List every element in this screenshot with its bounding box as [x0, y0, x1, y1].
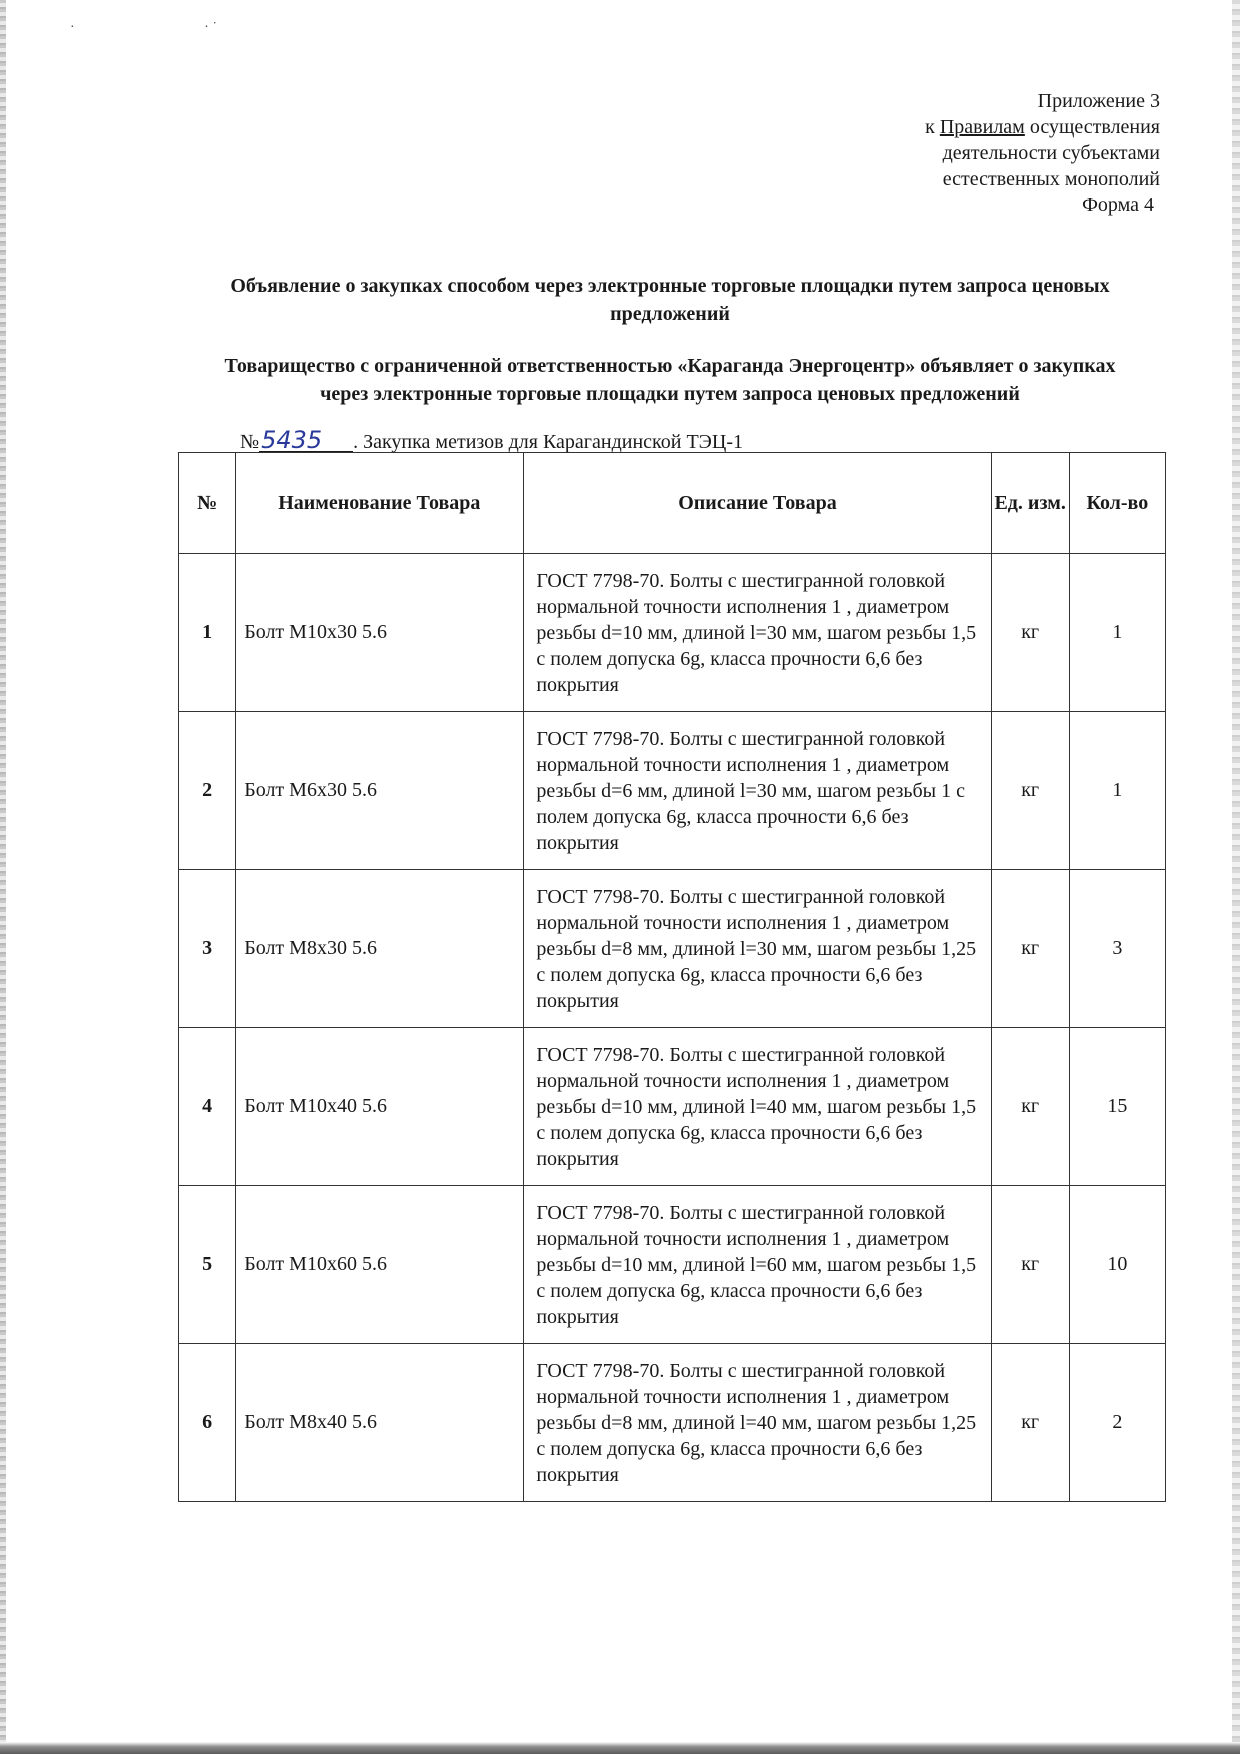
appendix-line-3: деятельности субъектами	[942, 142, 1160, 164]
rules-link[interactable]: Правилам	[939, 116, 1025, 138]
header-name: Наименование Товара	[236, 453, 524, 554]
row-desc: ГОСТ 7798-70. Болты с шестигранной головкой нормальной точности исполнения 1 , диаметром резьбы d=10 мм, длиной l=40 мм, шагом резьбы 1,5 с полем допуска 6g, класса прочности 6,6 без покрытия	[524, 1028, 991, 1186]
table-row	[179, 1344, 1166, 1502]
row-unit: кг	[991, 712, 1069, 870]
table-header-row	[179, 453, 1166, 554]
scan-edge-left	[0, 0, 6, 1754]
announcement-title: Объявление о закупках способом через электронные торговые площадки путем запроса ценовых предложений	[230, 275, 1110, 325]
header-desc: Описание Товара	[524, 453, 991, 554]
appendix-line-2	[760, 114, 1160, 140]
table-row	[179, 870, 1166, 1028]
appendix-line-4: естественных монополий	[942, 168, 1160, 190]
header-num: №	[179, 453, 236, 554]
procurement-text: . Закупка метизов для Карагандинской ТЭЦ-1	[353, 431, 743, 453]
row-num: 1	[179, 554, 236, 712]
procurement-number-handwritten: 5435	[259, 429, 353, 452]
row-num: 5	[179, 1186, 236, 1344]
row-unit: кг	[991, 870, 1069, 1028]
scan-specks: · · ˙	[70, 20, 217, 35]
row-name: Болт М10х40 5.6	[236, 1028, 524, 1186]
row-unit: кг	[991, 1344, 1069, 1502]
row-qty: 1	[1069, 712, 1165, 870]
appendix-line-2-suffix: осуществления	[1024, 116, 1160, 138]
row-num: 6	[179, 1344, 236, 1502]
row-qty: 3	[1069, 870, 1165, 1028]
number-sign: №	[240, 431, 260, 453]
scan-edge-bottom	[0, 1742, 1240, 1754]
row-unit: кг	[991, 1186, 1069, 1344]
row-desc: ГОСТ 7798-70. Болты с шестигранной головкой нормальной точности исполнения 1 , диаметром резьбы d=6 мм, длиной l=30 мм, шагом резьбы 1 с полем допуска 6g, класса прочности 6,6 без покрытия	[524, 712, 991, 870]
appendix-line-2-prefix: к	[925, 116, 940, 138]
row-qty: 15	[1069, 1028, 1165, 1186]
row-desc: ГОСТ 7798-70. Болты с шестигранной головкой нормальной точности исполнения 1 , диаметром резьбы d=10 мм, длиной l=30 мм, шагом резьбы 1,5 с полем допуска 6g, класса прочности 6,6 без покрытия	[524, 554, 991, 712]
scan-edge-right	[1232, 0, 1240, 1754]
row-name: Болт М8х30 5.6	[236, 870, 524, 1028]
items-table	[178, 452, 1166, 1502]
row-name: Болт М8х40 5.6	[236, 1344, 524, 1502]
row-name: Болт М6х30 5.6	[236, 712, 524, 870]
row-qty: 1	[1069, 554, 1165, 712]
row-name: Болт М10х30 5.6	[236, 554, 524, 712]
appendix-line-1: Приложение 3	[1037, 90, 1160, 112]
table-row	[179, 1028, 1166, 1186]
row-unit: кг	[991, 1028, 1069, 1186]
row-name: Болт М10х60 5.6	[236, 1186, 524, 1344]
row-qty: 10	[1069, 1186, 1165, 1344]
appendix-block	[760, 88, 1160, 218]
row-desc: ГОСТ 7798-70. Болты с шестигранной головкой нормальной точности исполнения 1 , диаметром резьбы d=10 мм, длиной l=60 мм, шагом резьбы 1,5 с полем допуска 6g, класса прочности 6,6 без покрытия	[524, 1186, 991, 1344]
table-row	[179, 554, 1166, 712]
row-qty: 2	[1069, 1344, 1165, 1502]
row-num: 4	[179, 1028, 236, 1186]
row-desc: ГОСТ 7798-70. Болты с шестигранной головкой нормальной точности исполнения 1 , диаметром резьбы d=8 мм, длиной l=40 мм, шагом резьбы 1,25 с полем допуска 6g, класса прочности 6,6 без покрытия	[524, 1344, 991, 1502]
row-num: 3	[179, 870, 236, 1028]
row-desc: ГОСТ 7798-70. Болты с шестигранной головкой нормальной точности исполнения 1 , диаметром резьбы d=8 мм, длиной l=30 мм, шагом резьбы 1,25 с полем допуска 6g, класса прочности 6,6 без покрытия	[524, 870, 991, 1028]
header-qty: Кол-во	[1069, 453, 1165, 554]
header-unit: Ед. изм.	[991, 453, 1069, 554]
row-num: 2	[179, 712, 236, 870]
row-unit: кг	[991, 554, 1069, 712]
table-row	[179, 1186, 1166, 1344]
table-row	[179, 712, 1166, 870]
form-number: Форма 4	[1082, 194, 1154, 216]
announcement-subtitle: Товарищество с ограниченной ответственностью «Караганда Энергоцентр» объявляет о закупках через электронные торговые площадки путем запроса ценовых предложений	[224, 355, 1116, 405]
